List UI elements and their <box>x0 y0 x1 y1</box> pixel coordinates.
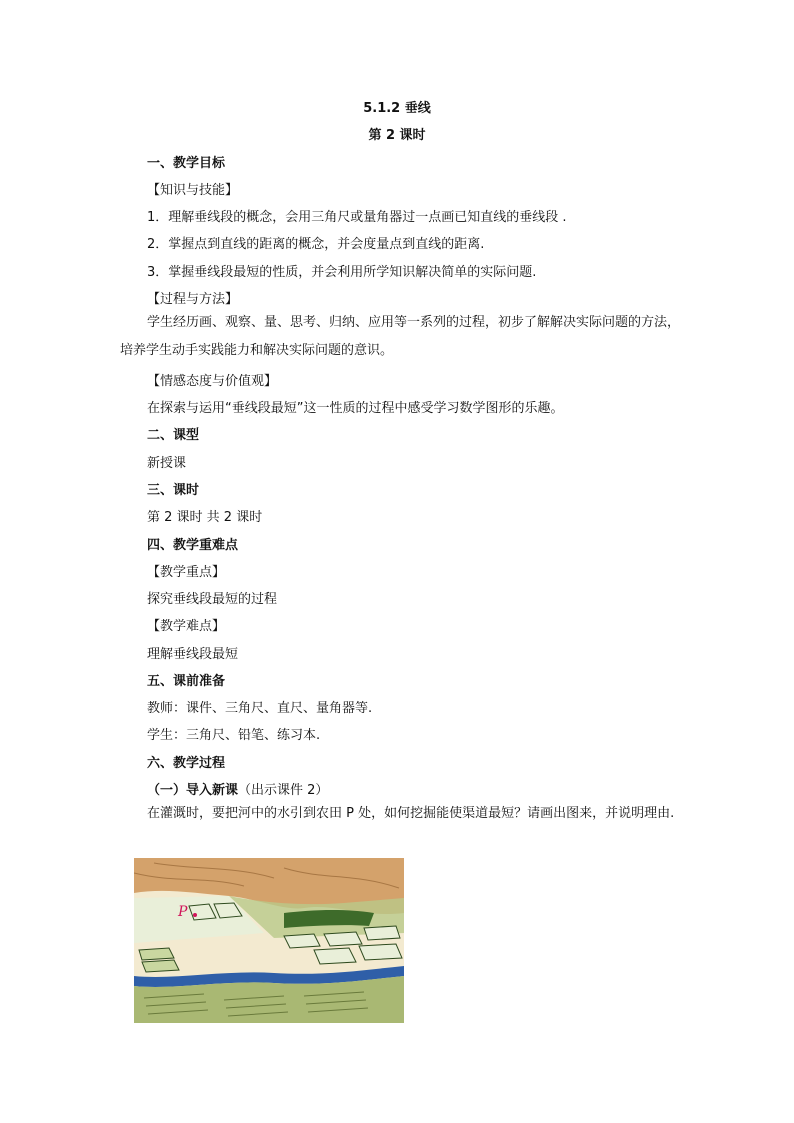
section-heading-6: 六、教学过程 <box>147 756 226 771</box>
intro-paragraph: 在灌溉时，要把河中的水引到农田 P 处，如何挖掘能使渠道最短？请画出图来，并说明理由. <box>147 806 675 821</box>
objective-item: 2．掌握点到直线的距离的概念，并会度量点到直线的距离. <box>147 237 485 252</box>
subsection-heading <box>147 779 328 798</box>
point-p-label: P <box>178 904 188 920</box>
difficulty-text: 理解垂线段最短 <box>147 647 239 662</box>
section-heading-3: 三、课时 <box>147 483 200 498</box>
subsection-note: （出示课件 2） <box>238 783 329 798</box>
lesson-title: 5.1.2 垂线 <box>363 101 431 116</box>
student-prep: 学生：三角尺、铅笔、练习本. <box>147 728 321 743</box>
process-paragraph: 学生经历画、观察、量、思考、归纳、应用等一系列的过程，初步了解解决实际问题的方法，培养学生动手实践能力和解决实际问题的意识。 <box>120 315 681 358</box>
point-p-marker <box>193 913 197 917</box>
key-point-text: 探究垂线段最短的过程 <box>147 592 278 607</box>
lesson-type: 新授课 <box>147 456 187 471</box>
key-point-heading: 【教学重点】 <box>147 565 226 580</box>
section-heading-5: 五、课前准备 <box>147 674 226 689</box>
objective-item: 1．理解垂线段的概念，会用三角尺或量角器过一点画已知直线的垂线段 . <box>147 210 567 225</box>
section-heading-4: 四、教学重难点 <box>147 538 239 553</box>
tree-line <box>284 910 374 928</box>
section-heading-2: 二、课型 <box>147 428 200 443</box>
difficulty-heading: 【教学难点】 <box>147 619 226 634</box>
emotion-paragraph: 在探索与运用“垂线段最短”这一性质的过程中感受学习数学图形的乐趣。 <box>147 401 564 416</box>
lesson-subtitle: 第 2 课时 <box>368 128 426 143</box>
lesson-hours: 第 2 课时 共 2 课时 <box>147 510 263 525</box>
subsection-title: （一）导入新课 <box>147 783 239 798</box>
emotion-heading: 【情感态度与价值观】 <box>147 374 278 389</box>
objective-item: 3．掌握垂线段最短的性质，并会利用所学知识解决简单的实际问题. <box>147 265 537 280</box>
process-heading: 【过程与方法】 <box>147 292 239 307</box>
teacher-prep: 教师：课件、三角尺、直尺、量角器等. <box>147 701 373 716</box>
section-heading-1: 一、教学目标 <box>147 156 226 171</box>
knowledge-heading: 【知识与技能】 <box>147 183 239 198</box>
irrigation-illustration <box>134 858 404 1023</box>
